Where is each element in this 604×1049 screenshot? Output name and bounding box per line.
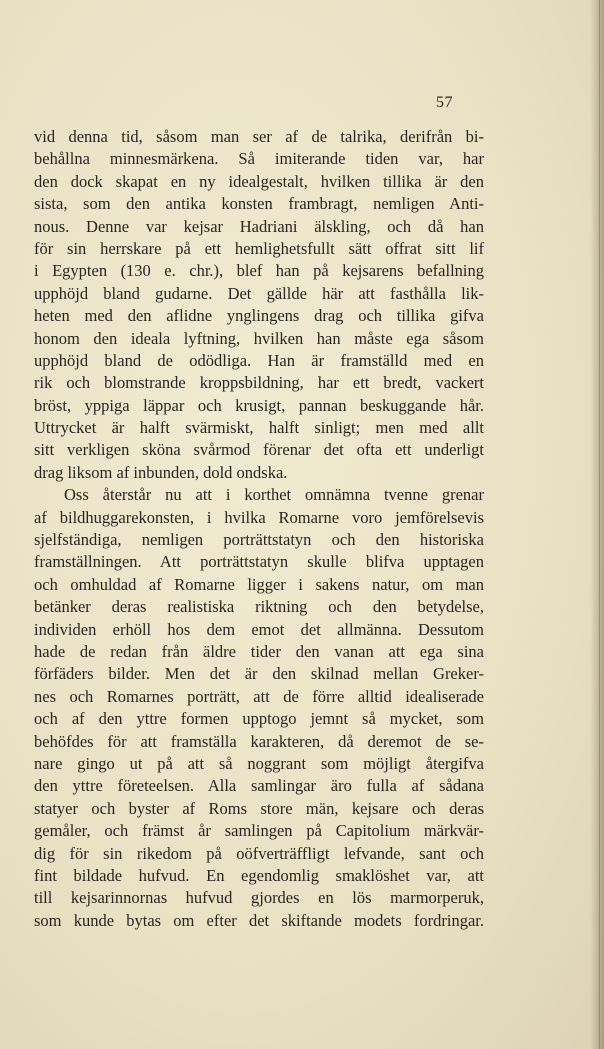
text-line: upphöjd bland gudarne. Det gällde här att fasthålla lik- bbox=[34, 283, 484, 303]
text-line: betänker deras realistiska riktning och den betydelse, bbox=[34, 597, 484, 617]
text-line: af bildhuggarekonsten, i hvilka Romarne voro jemförelsevis bbox=[34, 507, 484, 527]
text-line: förfäders bilder. Men det är den skilnad mellan Greker- bbox=[34, 664, 484, 684]
text-line: drag liksom af inbunden, dold ondska. bbox=[34, 462, 288, 482]
text-line: sitt verkligen sköna svårmod förenar det ofta ett underligt bbox=[34, 440, 484, 460]
text-line: och af den yttre formen upptogo jemnt så mycket, som bbox=[34, 709, 484, 729]
text-line: Oss återstår nu att i korthet omnämna tvenne grenar bbox=[64, 485, 484, 505]
text-line: individen erhöll hos dem emot det allmänna. Dessutom bbox=[34, 619, 484, 639]
text-line: nous. Denne var kejsar Hadriani älskling, och då han bbox=[34, 216, 484, 236]
text-line: fint bildade hufvud. En egendomlig smaklöshet var, att bbox=[34, 865, 484, 885]
text-line: rik och blomstrande kroppsbildning, har ett bredt, vackert bbox=[34, 373, 484, 393]
text-line: nes och Romarnes porträtt, att de förre alltid idealiserade bbox=[34, 686, 484, 706]
text-line: honom den ideala lyftning, hvilken han måste ega såsom bbox=[34, 328, 484, 348]
text-line: till kejsarinnornas hufvud gjordes en lös marmorperuk, bbox=[34, 888, 484, 908]
text-line: och omhuldad af Romarne ligger i sakens natur, om man bbox=[34, 574, 484, 594]
text-line: hade de redan från äldre tider den vanan att ega sina bbox=[34, 641, 484, 661]
text-line: gemåler, och främst år samlingen på Capitolium märkvär- bbox=[34, 821, 484, 841]
text-line: behöfdes för att framställa karakteren, då deremot de se- bbox=[34, 731, 484, 751]
text-line: den dock skapat en ny idealgestalt, hvilken tillika är den bbox=[34, 171, 484, 191]
text-line: sista, som den antika konsten frambragt, nemligen Anti- bbox=[34, 194, 484, 214]
text-line: dig för sin rikedom på oöfverträffligt lefvande, sant och bbox=[34, 843, 484, 863]
page-edge-line bbox=[599, 0, 600, 1049]
page-edge-shadow bbox=[590, 0, 604, 1049]
text-line: behållna minnesmärkena. Så imiterande tiden var, har bbox=[34, 149, 484, 169]
text-line: nare gingo ut på att så noggrant som möjligt återgifva bbox=[34, 753, 484, 773]
text-line: Uttrycket är halft svärmiskt, halft sinligt; men med allt bbox=[34, 418, 484, 438]
text-line: vid denna tid, såsom man ser af de talrika, derifrån bi- bbox=[34, 127, 484, 146]
body-text bbox=[34, 126, 484, 932]
text-line: heten med den aflidne ynglingens drag och tillika gifva bbox=[34, 306, 484, 326]
text-line: för sin herrskare på ett hemlighetsfullt sätt offrat sitt lif bbox=[34, 238, 484, 258]
page-number: 57 bbox=[436, 94, 453, 111]
text-line: som kunde bytas om efter det skiftande modets fordringar. bbox=[34, 910, 484, 930]
text-line: framställningen. Att porträttstatyn skulle blifva upptagen bbox=[34, 552, 484, 572]
text-line: bröst, yppiga läppar och krusigt, pannan beskuggande hår. bbox=[34, 395, 484, 415]
text-line: upphöjd bland de odödliga. Han är framställd med en bbox=[34, 350, 484, 370]
text-line: den yttre företeelsen. Alla samlingar äro fulla af sådana bbox=[34, 776, 484, 796]
text-line: i Egypten (130 e. chr.), blef han på kejsarens befallning bbox=[34, 261, 484, 281]
text-line: statyer och byster af Roms store män, kejsare och deras bbox=[34, 798, 484, 818]
text-line: sjelfständiga, nemligen porträttstatyn och den historiska bbox=[34, 530, 484, 550]
